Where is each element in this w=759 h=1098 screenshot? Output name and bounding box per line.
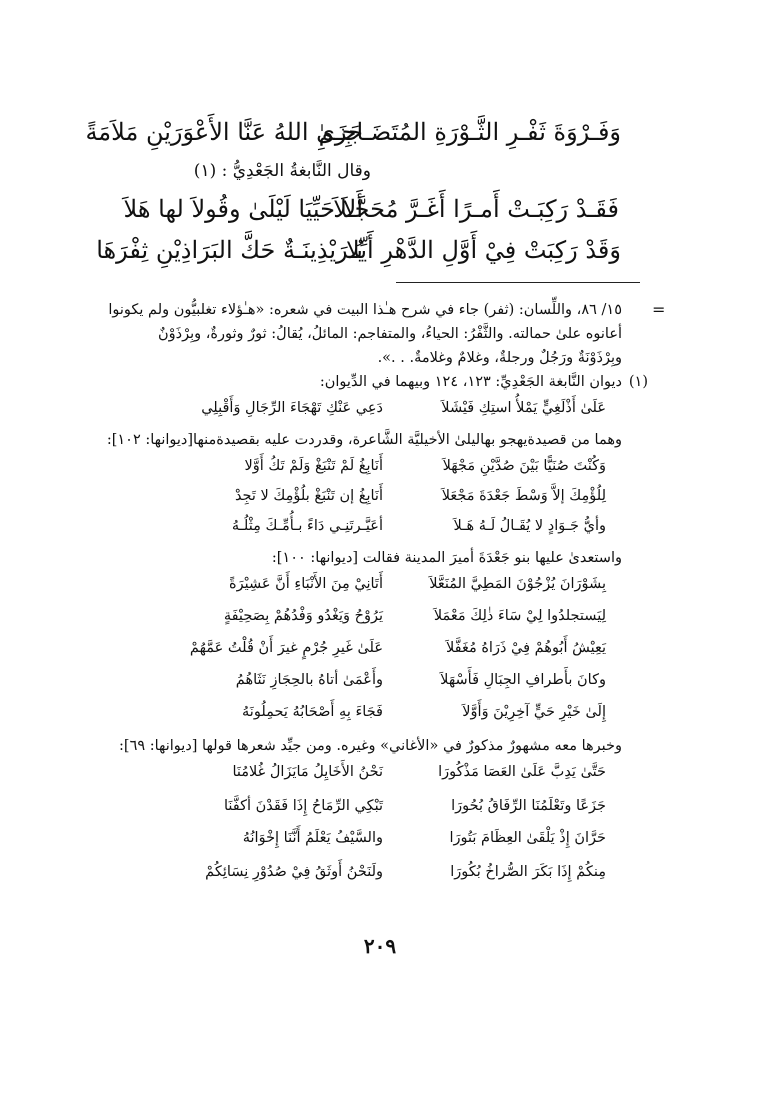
footnote-1-number: (١) [628,374,648,390]
verse-i-second: إِلَىٰ خَيْرِ حَيٍّ آخِرِيْنَ وَأَوَّلاَ [462,704,606,720]
verse1-second-hemistich: وَفَـرْوَةَ ثَفْـرِ الثَّـوْرَةِ المُتَضَـاجِـمِ [318,118,621,146]
verse-l-first: والسَّيْفُ يَعْلَمُ أَنَّنَا إِخْوَانُهُ [242,830,383,846]
verse2-second-hemistich: فَقَـدْ رَكِبَـتْ أَمـرًا أَغَـرَّ مُحَجَّـلاَ [333,195,619,223]
verse-a-second: عَلَىٰ أَذْلَغِيٍّ يَمْلأُ استِكِ فَيْشَلاَ [441,400,606,416]
verse-d-first: أعَيَّـرتَنِـي دَاءً بـأُمِّـكَ مِثْلُـهُ [231,518,383,534]
verse3-second-hemistich: وَقَدْ رَكِبَتْ فِيْ أَوَّلِ الدَّهْرِ أَيِّلا [346,236,621,264]
verse-g-second: يَعِيْشُ أَبُوهُمْ فِيْ ذَرَاهُ مُغَفَّلاَ [445,640,606,656]
verse3-first-hemistich: بُـرَيْذِينَـةٌ حَكَّ البَرَاذِيْنِ ثِفْرَهَا [96,236,363,264]
verse-f-second: لِيَستجلدُوا لِيْ سَاءَ ذٰلِكَ مَعْمَلاَ [433,608,606,624]
verse-d-second: وأيُّ جَـوَادٍ لا يُقَـالُ لَـهُ هَـلاَ [453,518,606,534]
verse-f-first: يَرُوْحُ وَيَغْدُو وَفْدُهُمْ بِصَحِيْفَةٍ [223,608,383,624]
prose-line-3: وخبرها معه مشهورٌ مذكورٌ في «الأغاني» وغيره. ومن جيِّد شعرها قولها [ديوانها: ٦٩]: [119,738,622,754]
verse-e-first: أَتَانِيْ مِنَ الأَنْبَاءِ أَنَّ عَشِيْرَةً [228,576,383,592]
verse-k-first: تَبْكِي الرِّمَاحُ إِذَا فَقَدْنَ أكفَّنَا [223,798,383,814]
verse-j-first: نَحْنُ الأَخَايِلُ مَايَزَالُ غُلامُنَا [232,764,383,780]
verse-b-second: وَكُنْتَ صُنَيًّا بَيْنَ صُدَّيْنِ مَجْهَلاَ [442,458,606,474]
verse-c-second: لِلُؤْمِكَ إلاَّ وَسْطَ جَعْدَةَ مَجْعَلاَ [441,488,606,504]
verse-h-second: وكانَ بأَطرافِ الجِبَالِ فَأَسْهَلاَ [440,672,606,688]
verse-m-first: ولَنَحْنُ أَوثَقُ فِيْ صُدُوْرِ نِسَائِكُمْ [205,864,383,880]
continuation-marker: = [652,300,666,319]
prose-line-2: واستعدىٰ عليها بنو جَعْدَةَ أميرَ المدينة فقالت [ديوانها: ١٠٠]: [271,550,622,566]
verse1-first-hemistich: جَزَىٰ اللهُ عَنَّا الأَعْوَرَيْنِ مَلاَمَةً [85,118,363,146]
verse-l-second: حَرَّانَ إِذْ يَلْقَىٰ العِظَامَ بَتُورَا [449,830,606,846]
verse-j-second: حَتَّىٰ يَدِبَّ عَلَىٰ العَصَا مَذْكُورَا [438,764,606,780]
verse-a-first: دَعِي عَنْكِ تَهْجَاءَ الرِّجَالِ وَأَقْبِلِي [201,400,383,416]
footnote-1-line1: ديوان النَّابغة الجَعْدِيِّ: ١٢٣، ١٢٤ وبيهما في الدِّيوان: [319,374,622,390]
footnote-separator [396,282,640,283]
verse-h-first: وأَعْمَىٰ أتاهُ بالحِجَازِ نَثَاهُمُ [235,672,383,688]
footnote-15-line3: وبِرْذَوْنَةٌ ورَجُلٌ ورجلةٌ، وغلامٌ وغلامةٌ. . .». [377,350,622,366]
page-number: ٢٠٩ [363,934,397,958]
footnote-15-line2: أعانوه علىٰ حمالته. والثَّفْرُ: الحياءُ، والمتفاجم: المائلُ، يُقالُ: ثورٌ وثورةٌ، وبِرْذَوْنٌ [157,326,622,342]
verse-i-first: فَجَاءَ بِهِ أَصْحَابُهُ يَحمِلُونَهُ [242,704,383,720]
verse2-first-hemistich: أَلاَ حَيِّيَا لَيْلَىٰ وقُولاَ لها هَلاَ [123,195,363,223]
verse-b-first: أَنَابِغُ لَمْ تَنْبَغْ وَلَمْ تَكُ أَوَّلا [244,458,383,474]
verse-c-first: أَنَابِغُ إن تَنْبَغْ بلُؤْمِكَ لا تَجِدْ [234,488,383,504]
footnote-15-line1: ١٥/ ٨٦، واللِّسان: (ثفر) جاء في شرح هـٰذا البيت في شعره: «هـٰؤلاء تغلبيُّون ولم يكونوا [108,302,622,318]
verse-k-second: جَزَعًا وتَعْلَمُنَا الرِّفَاقُ بُحُورَا [451,798,606,814]
verse-e-second: بِشَوْرَانَ يُزْجُوْنَ المَطِيَّ المُنَعَّلاَ [429,576,606,592]
verse-g-first: عَلَىٰ غَيرِ جُرْمٍ غيرَ أَنْ قُلْتُ عَمَّهُمْ [189,640,383,656]
poet-intro: وقال النَّابغةُ الجَعْدِيُّ : (١) [193,161,371,181]
verse-m-second: مِنكُمْ إِذَا بَكَرَ الصُّراخُ بُكُورَا [450,864,606,880]
prose-line-1: وهما من قصيدةيهجو بهاليلىٰ الأخيليَّة الشَّاعرة، وقدردت عليه بقصيدةمنها[ديوانها: ١٠٢]: [106,432,622,448]
